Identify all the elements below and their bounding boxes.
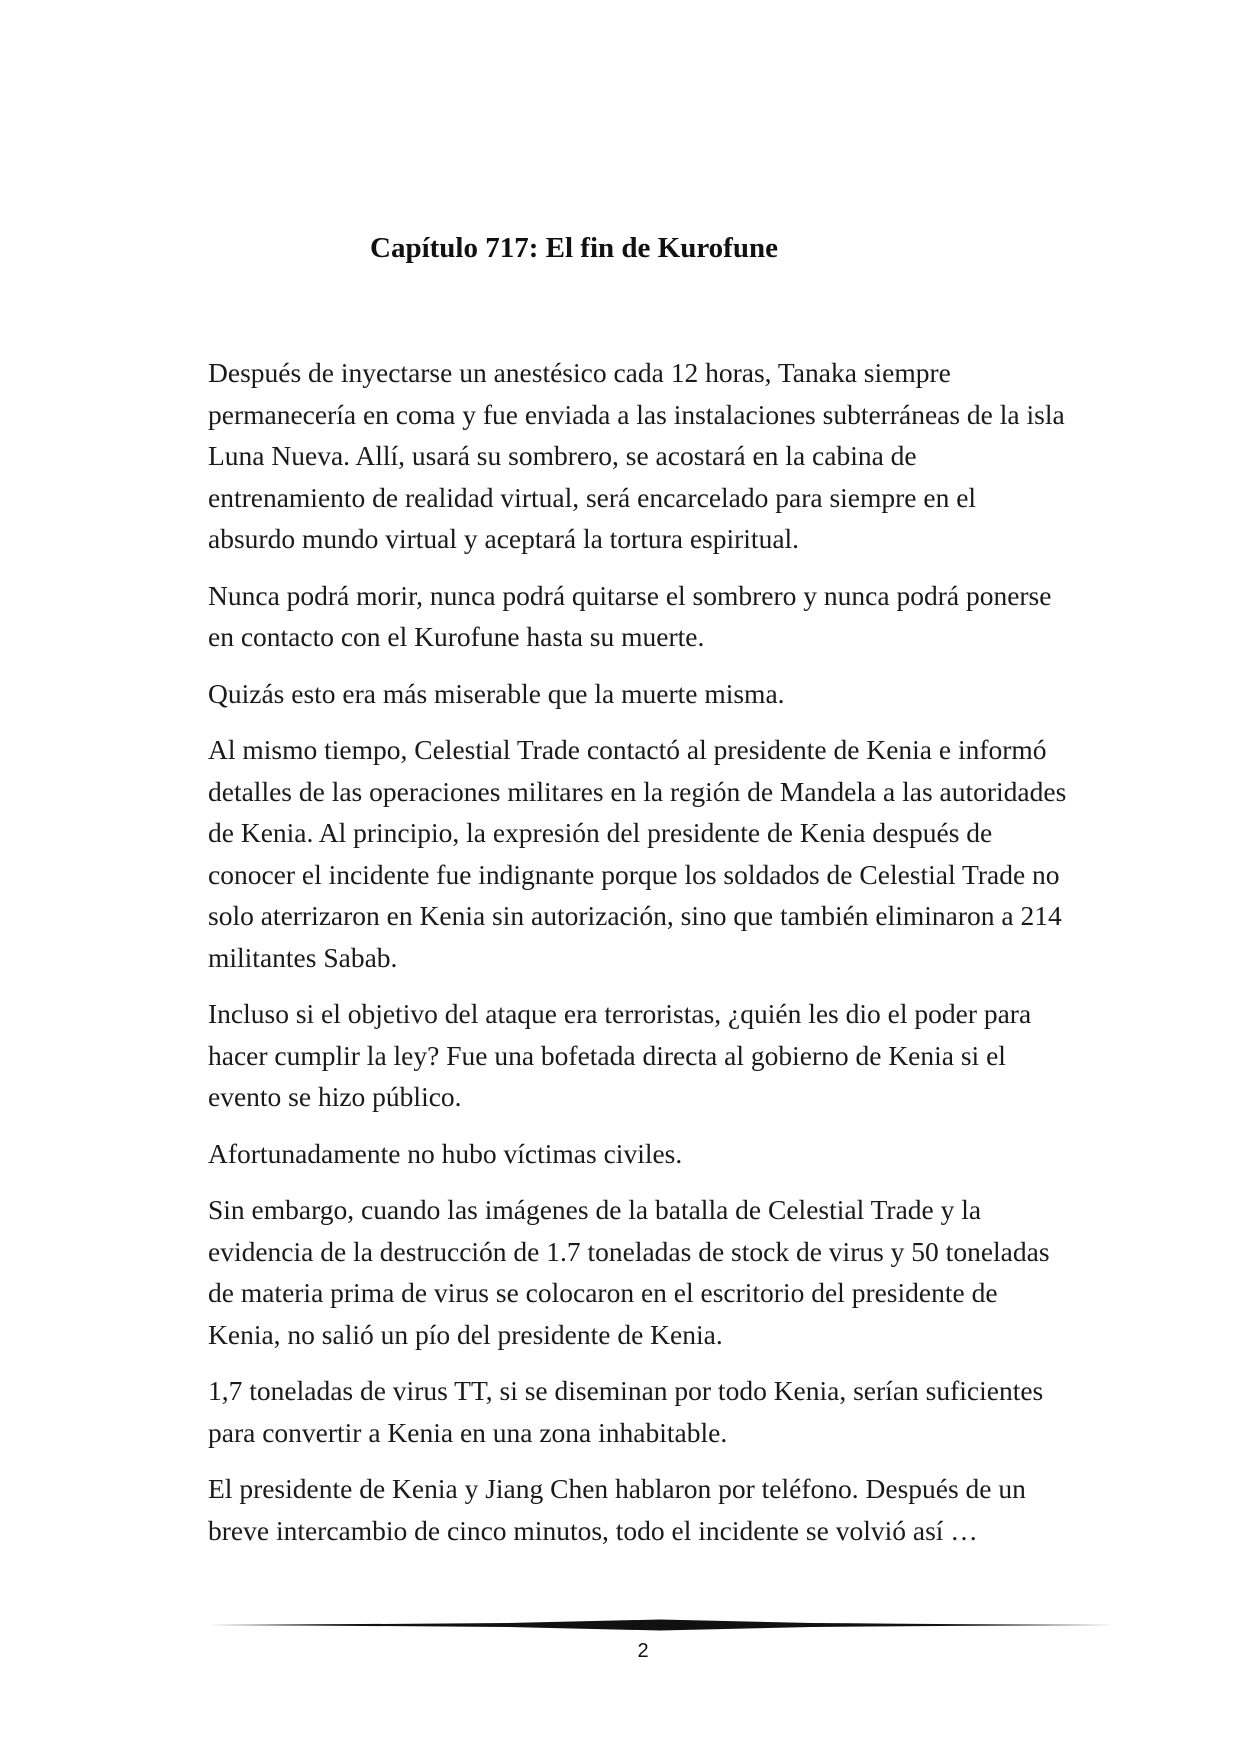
paragraph: Quizás esto era más miserable que la muerte misma. [208,677,785,709]
footer-divider [208,1618,1113,1632]
paragraph: Incluso si el objetivo del ataque era terroristas, ¿quién les dio el poder para hacer cumplir la ley? Fue una bofetada directa al gobierno de Kenia si el evento se hizo público. [208,998,1032,1112]
paragraph: Nunca podrá morir, nunca podrá quitarse el sombrero y nunca podrá ponerse en contacto con el Kurofune hasta su muerte. [208,579,1052,652]
paragraph: 1,7 toneladas de virus TT, si se diseminan por todo Kenia, serían suficientes para convertir a Kenia en una zona inhabitable. [208,1375,1044,1448]
page-number: 2 [637,1640,649,1662]
paragraph: Sin embargo, cuando las imágenes de la batalla de Celestial Trade y la evidencia de la destrucción de 1.7 toneladas de stock de virus y 50 toneladas de materia prima de virus se colocaron en el escritorio del presidente de Kenia, no salió un pío del presidente de Kenia. [208,1194,1050,1350]
paragraph: Después de inyectarse un anestésico cada 12 horas, Tanaka siempre permanecería en coma y fue enviada a las instalaciones subterráneas de la isla Luna Nueva. Allí, usará su sombrero, se acostará en la cabina de entrenamiento de realidad virtual, será encarcelado para siempre en el absurdo mundo virtual y aceptará la tortura espiritual. [208,357,1065,554]
chapter-title: Capítulo 717: El fin de Kurofune [370,232,778,264]
paragraph: El presidente de Kenia y Jiang Chen hablaron por teléfono. Después de un breve intercambio de cinco minutos, todo el incidente se volvió así … [208,1473,1026,1546]
paragraph: Al mismo tiempo, Celestial Trade contactó al presidente de Kenia e informó detalles de las operaciones militares en la región de Mandela a las autoridades de Kenia. Al principio, la expresión del presidente de Kenia después de conocer el incidente fue indignante porque los soldados de Celestial Trade no solo aterrizaron en Kenia sin autorización, sino que también eliminaron a 214 militantes Sabab. [208,734,1067,973]
paragraph: Afortunadamente no hubo víctimas civiles. [208,1137,683,1169]
body-text [208,352,1068,1566]
